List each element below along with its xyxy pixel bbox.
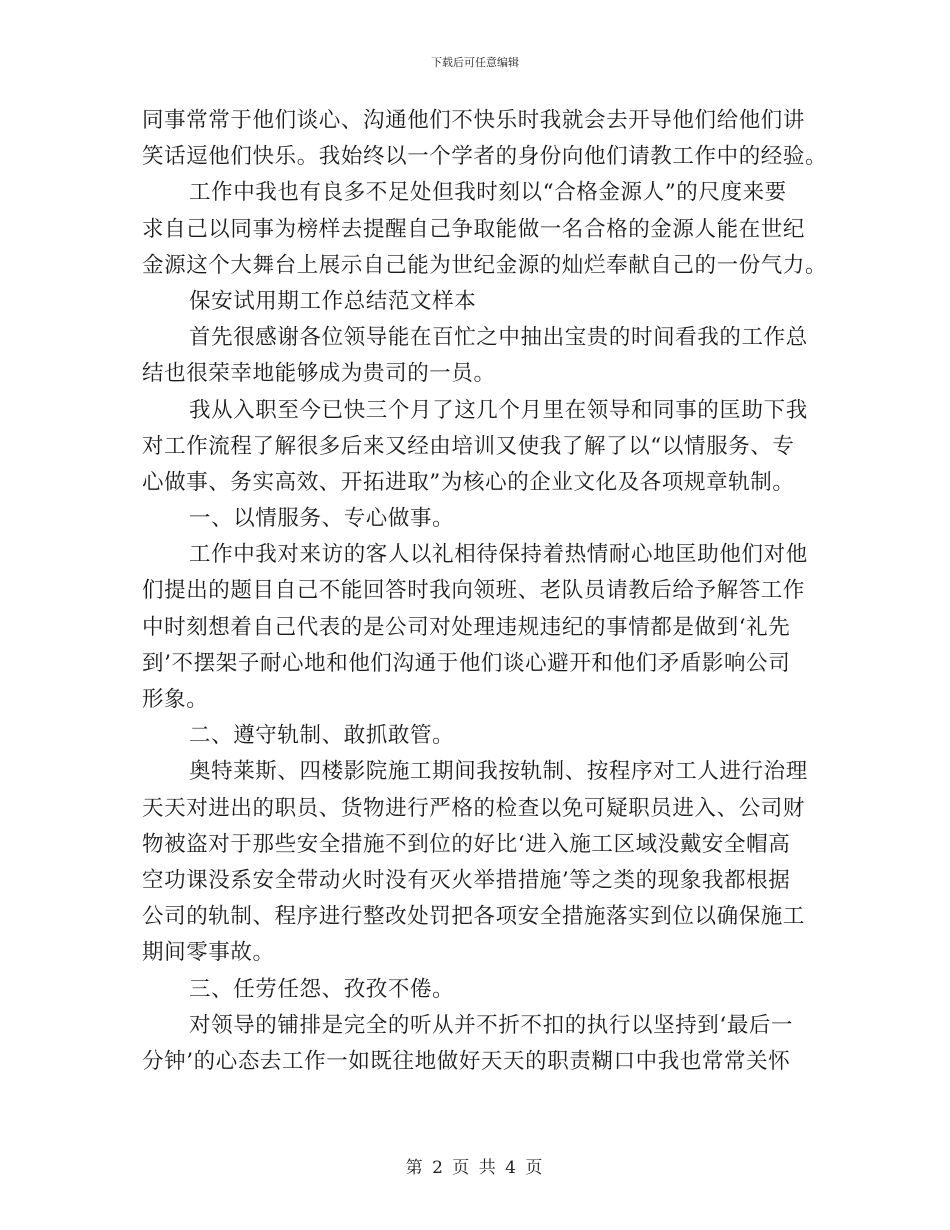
text-line: 形象。 <box>142 687 209 712</box>
page-footer: 第 2 页 共 4 页 <box>405 1158 545 1178</box>
text-line: 期间零事故。 <box>142 940 275 966</box>
text-line: 工作中我对来访的客人以礼相待保持着热情耐心地匡助他们对他 <box>189 542 808 568</box>
text-line: 空功课没系安全带动火时没有灭火举措措施’等之类的现象我都根据 <box>142 867 791 893</box>
text-line: 对领导的铺排是完全的听从并不折不扣的执行以坚持到‘最后一 <box>189 1012 794 1038</box>
text-line: 心做事、务实高效、开拓进取”为核心的企业文化及各项规章轨制。 <box>142 469 795 495</box>
text-line: 求自己以同事为榜样去提醒自己争取能做一名合格的金源人能在世纪 <box>142 216 806 242</box>
text-line: 中时刻想着自己代表的是公司对处理违规违纪的事情都是做到‘礼先 <box>142 614 791 640</box>
text-line: 到’不摆架子耐心地和他们沟通于他们谈心避开和他们矛盾影响公司 <box>142 650 791 676</box>
text-line: 公司的轨制、程序进行整改处罚把各项安全措施落实到位以确保施工 <box>142 904 806 930</box>
text-line: 三、任劳任怨、孜孜不倦。 <box>189 976 455 1002</box>
text-line: 保安试用期工作总结范文样本 <box>189 288 477 314</box>
text-line: 首先很感谢各位领导能在百忙之中抽出宝贵的时间看我的工作总 <box>189 325 808 351</box>
text-line: 奥特莱斯、四楼影院施工期间我按轨制、按程序对工人进行治理 <box>189 759 808 785</box>
text-line: 金源这个大舞台上展示自己能为世纪金源的灿烂奉献自己的一份气力。 <box>142 252 828 278</box>
text-line: 天天对进出的职员、货物进行严格的检查以免可疑职员进入、公司财 <box>142 795 806 821</box>
text-line: 我从入职至今已快三个月了这几个月里在领导和同事的匡助下我 <box>189 397 808 423</box>
text-line: 一、以情服务、专心做事。 <box>189 506 455 532</box>
text-line: 二、遵守轨制、敢抓敢管。 <box>189 723 455 749</box>
text-line: 同事常常于他们谈心、沟通他们不快乐时我就会去开导他们给他们讲 <box>142 108 806 133</box>
document-body <box>142 103 828 1080</box>
text-line: 们提出的题目自己不能回答时我向领班、老队员请教后给予解答工作 <box>142 578 806 604</box>
text-line: 笑话逗他们快乐。我始终以一个学者的身份向他们请教工作中的经验。 <box>142 144 828 170</box>
text-line: 分钟’的心态去工作一如既往地做好天天的职责糊口中我也常常关怀 <box>142 1048 791 1074</box>
text-line: 工作中我也有良多不足处但我时刻以“合格金源人”的尺度来要 <box>189 180 787 206</box>
page-header: 下载后可任意编辑 <box>431 56 519 69</box>
text-line: 结也很荣幸地能够成为贵司的一员。 <box>142 361 496 387</box>
text-line: 对工作流程了解很多后来又经由培训又使我了解了以“以情服务、专 <box>142 433 795 459</box>
text-line: 物被盗对于那些安全措施不到位的好比‘进入施工区域没戴安全帽高 <box>142 831 791 857</box>
